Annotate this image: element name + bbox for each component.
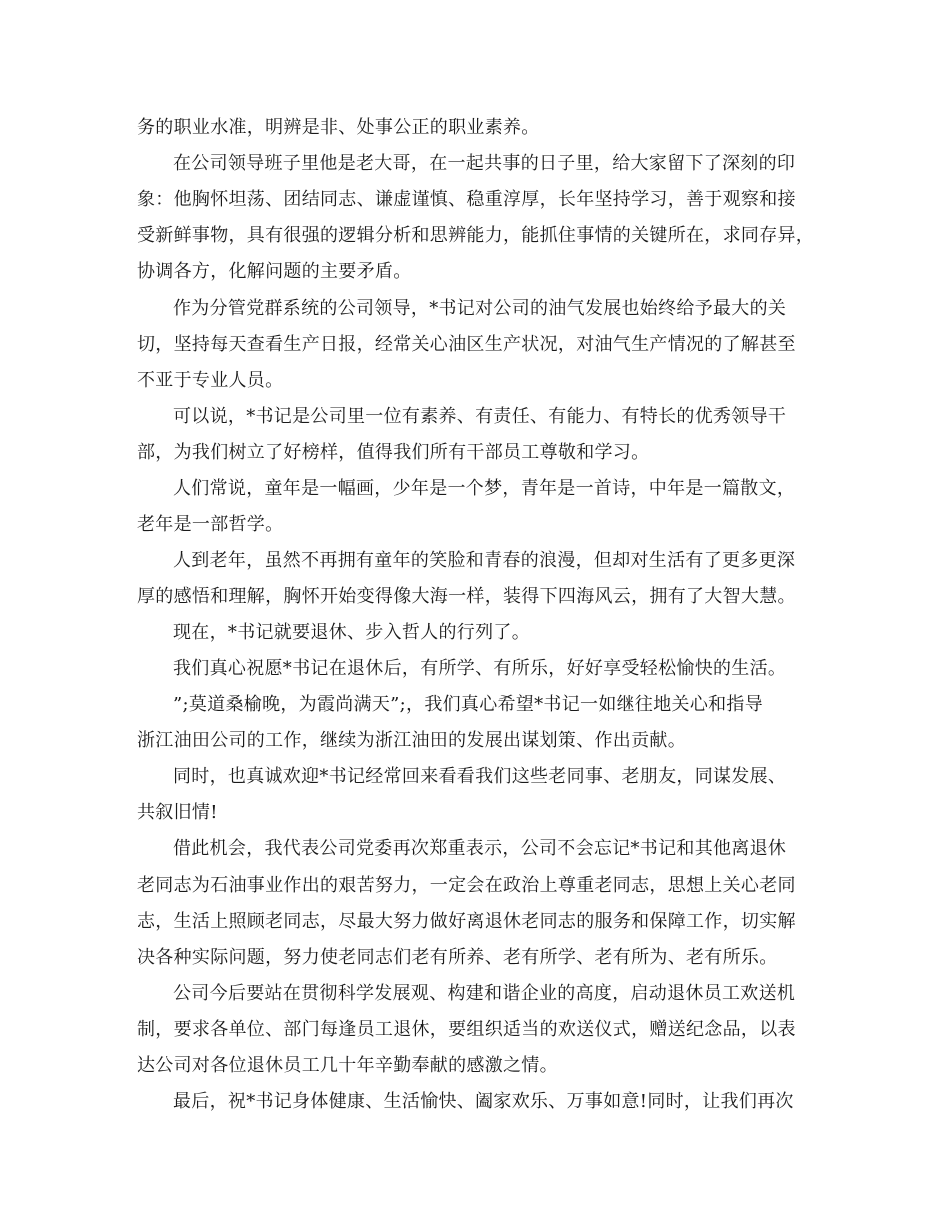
text-line: 现在，*书记就要退休、步入哲人的行列了。 <box>173 622 530 643</box>
text-line: 达公司对各位退休员工几十年辛勤奉献的感激之情。 <box>137 1055 558 1076</box>
text-line: ”;莫道桑榆晚，为霞尚满天”;，我们真心希望*书记一如继往地关心和指导 <box>173 694 764 715</box>
text-line: 可以说，*书记是公司里一位有素养、有责任、有能力、有特长的优秀领导干 <box>173 406 787 427</box>
text-line: 老年是一部哲学。 <box>137 514 284 535</box>
text-line: 最后，祝*书记身体健康、生活愉快、阖家欢乐、万事如意!同时，让我们再次 <box>173 1091 794 1112</box>
text-line: 同时，也真诚欢迎*书记经常回来看看我们这些老同事、老朋友，同谋发展、 <box>173 766 787 787</box>
text-line: 公司今后要站在贯彻科学发展观、构建和谐企业的高度，启动退休员工欢送机 <box>173 983 796 1004</box>
text-line: 我们真心祝愿*书记在退休后，有所学、有所乐，好好享受轻松愉快的生活。 <box>173 658 787 679</box>
text-line: 作为分管党群系统的公司领导，*书记对公司的油气发展也始终给予最大的关 <box>173 298 787 319</box>
text-line: 务的职业水准，明辨是非、处事公正的职业素养。 <box>137 117 540 138</box>
text-line: 借此机会，我代表公司党委再次郑重表示，公司不会忘记*书记和其他离退休 <box>173 838 787 859</box>
text-line: 制，要求各单位、部门每逢员工退休，要组织适当的欢送仪式，赠送纪念品，以表 <box>137 1019 796 1040</box>
text-line: 决各种实际问题，努力使老同志们老有所养、老有所学、老有所为、老有所乐。 <box>137 947 778 968</box>
text-line: 人到老年，虽然不再拥有童年的笑脸和青春的浪漫，但却对生活有了更多更深 <box>173 550 796 571</box>
text-line: 受新鲜事物，具有很强的逻辑分析和思辨能力，能抓住事情的关键所在，求同存异， <box>137 225 815 246</box>
text-line: 在公司领导班子里他是老大哥，在一起共事的日子里，给大家留下了深刻的印 <box>173 153 796 174</box>
text-line: 象：他胸怀坦荡、团结同志、谦虚谨慎、稳重淳厚，长年坚持学习，善于观察和接 <box>137 189 796 210</box>
text-line: 人们常说，童年是一幅画，少年是一个梦，青年是一首诗，中年是一篇散文， <box>173 478 796 499</box>
text-line: 浙江油田公司的工作，继续为浙江油田的发展出谋划策、作出贡献。 <box>137 730 686 751</box>
text-line: 不亚于专业人员。 <box>137 370 284 391</box>
text-line: 协调各方，化解问题的主要矛盾。 <box>137 261 412 282</box>
text-line: 厚的感悟和理解，胸怀开始变得像大海一样，装得下四海风云，拥有了大智大慧。 <box>137 586 796 607</box>
text-line: 共叙旧情! <box>137 802 218 823</box>
text-line: 志，生活上照顾老同志，尽最大努力做好离退休老同志的服务和保障工作，切实解 <box>137 911 796 932</box>
text-line: 切，坚持每天查看生产日报，经常关心油区生产状况，对油气生产情况的了解甚至 <box>137 334 796 355</box>
text-line: 部，为我们树立了好榜样，值得我们所有干部员工尊敬和学习。 <box>137 442 650 463</box>
text-line: 老同志为石油事业作出的艰苦努力，一定会在政治上尊重老同志，思想上关心老同 <box>137 875 796 896</box>
